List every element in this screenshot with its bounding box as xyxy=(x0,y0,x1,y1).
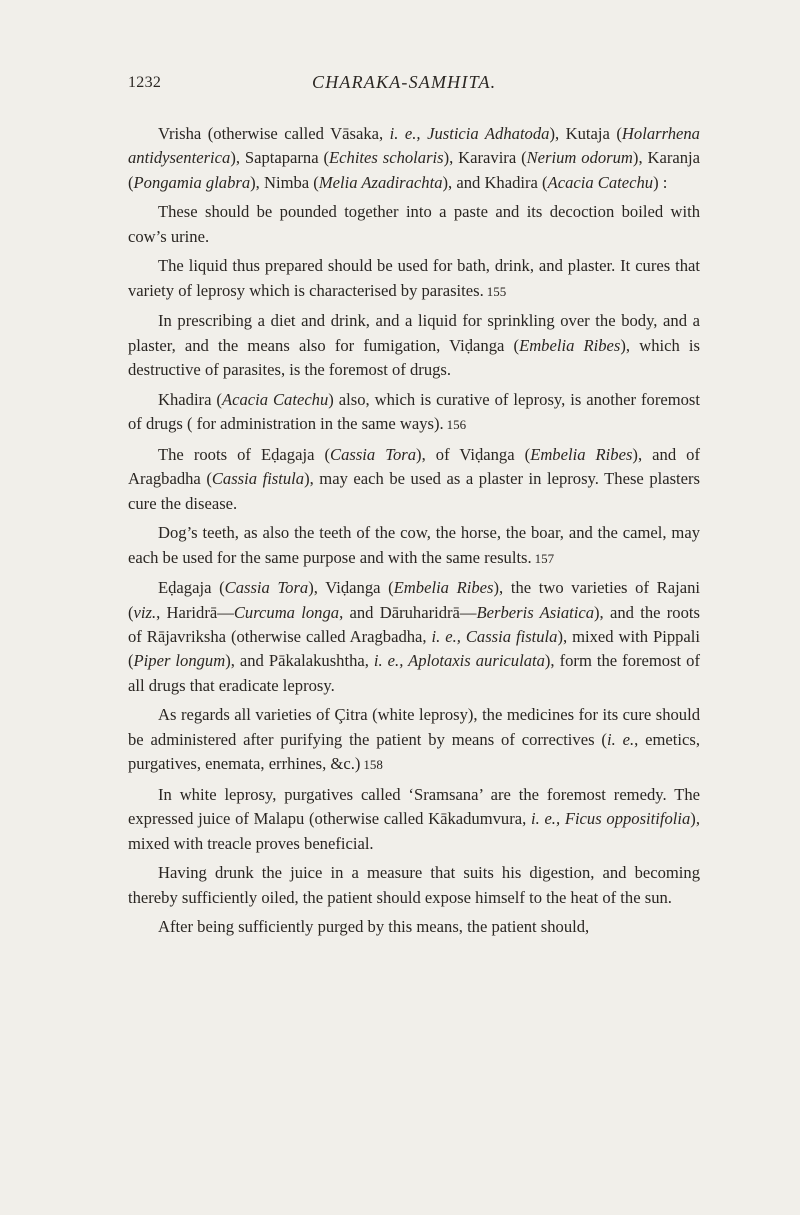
verse-number: 157 xyxy=(534,550,555,566)
italic-text: Cassia fistula xyxy=(211,469,305,489)
paragraph xyxy=(128,254,700,304)
italic-text: Embelia Ribes xyxy=(393,578,494,598)
text-run: ), and Pākalakushtha, xyxy=(225,651,374,671)
italic-text: Embelia Ribes xyxy=(519,335,621,355)
text-run: ), mixed with treacle proves beneficial. xyxy=(128,809,700,853)
paragraph xyxy=(128,576,700,698)
text-run: These should be pounded together into a paste and its decoction boiled with cow’s urine. xyxy=(128,202,700,246)
text-run: Khadira ( xyxy=(158,389,222,409)
paragraph xyxy=(128,915,700,939)
italic-text: i. e. xyxy=(606,729,635,749)
italic-text: Melia Azadirachta xyxy=(318,172,443,192)
text-run: ), Viḍanga ( xyxy=(308,578,394,598)
verse-number: 155 xyxy=(486,283,507,299)
text-run: The roots of Eḍagaja ( xyxy=(158,444,331,464)
text-run: The liquid thus prepared should be used for bath, drink, and plaster. It cures that variety of leprosy which is characterised by parasites. xyxy=(128,256,700,300)
italic-text: Curcuma longa xyxy=(233,602,340,622)
paragraph xyxy=(128,861,700,910)
paragraph xyxy=(128,443,700,516)
italic-text: Cassia Tora xyxy=(224,578,309,598)
text-run: Dog’s teeth, as also the teeth of the cow, the horse, the boar, and the camel, may each be used for the same purpose and with the same results. xyxy=(128,523,700,567)
italic-text: viz. xyxy=(133,602,157,622)
italic-text: i. e., Justicia Adhatoda xyxy=(389,124,550,143)
italic-text: Acacia Catechu xyxy=(547,172,654,192)
running-title: CHARAKA-SAMHITA. xyxy=(312,72,497,92)
verse-number: 158 xyxy=(363,757,383,773)
text-run: ), and the roots of Rājavriksha (otherwise called Aragbadha, xyxy=(128,602,700,647)
text-run: As regards all varieties of Çitra (white leprosy), the medicines for its cure should be administered after purifying the patient by means of correctives ( xyxy=(128,705,700,749)
paragraph xyxy=(128,521,700,571)
italic-text: Embelia Ribes xyxy=(530,444,633,464)
text-run: ), mixed with Pippali ( xyxy=(128,627,701,671)
text-run: ), form the foremost of all drugs that eradicate leprosy. xyxy=(128,651,700,695)
text-run: ), which is destructive of parasites, is the foremost of drugs. xyxy=(128,335,700,380)
text-run: ) : xyxy=(653,172,668,192)
text-run: After being sufficiently purged by this means, the patient should, xyxy=(158,917,590,937)
text-run: , emetics, purgatives, enemata, errhines, &c.) xyxy=(128,729,700,774)
text-run: Eḍagaja ( xyxy=(158,578,225,598)
italic-text: Berberis Asiatica xyxy=(476,602,595,622)
text-run: ), may each be used as a plaster in leprosy. These plasters cure the disease. xyxy=(128,469,701,513)
text-run: ), Kutaja ( xyxy=(549,124,622,143)
text-run: ) also, which is curative of leprosy, is another foremost of drugs ( for administration in the same ways). xyxy=(128,389,700,434)
text-run: ), Saptaparna ( xyxy=(230,148,330,168)
body-text xyxy=(128,122,700,945)
italic-text: Echites scholaris xyxy=(329,148,444,168)
text-run: ), Karavira ( xyxy=(443,148,527,168)
paragraph xyxy=(128,703,700,777)
paragraph xyxy=(128,388,700,438)
text-run: In prescribing a diet and drink, and a liquid for sprinkling over the body, and a plaster, and the means also for fumigation, Viḍanga ( xyxy=(128,311,700,355)
italic-text: Piper longum xyxy=(133,651,226,671)
text-run: ), Nimba ( xyxy=(250,172,319,192)
text-run: ), of Viḍanga ( xyxy=(416,444,531,464)
page-number: 1232 xyxy=(128,74,162,91)
italic-text: i. e., Aplotaxis auriculata xyxy=(373,651,545,671)
italic-text: Cassia Tora xyxy=(330,444,417,464)
italic-text: i. e., Ficus oppositifolia xyxy=(530,809,691,829)
italic-text: Holarrhena antidysenterica xyxy=(128,124,700,168)
text-run: Vrisha (otherwise called Vāsaka, xyxy=(158,124,390,143)
italic-text: Pongamia glabra xyxy=(133,172,251,192)
text-run: ), Karanja ( xyxy=(128,148,700,192)
paragraph xyxy=(128,200,700,249)
text-run: , Haridrā— xyxy=(156,602,234,622)
text-run: ), the two varieties of Rajani ( xyxy=(128,578,700,622)
italic-text: Acacia Catechu xyxy=(221,389,329,409)
paragraph xyxy=(128,122,700,195)
text-run: Having drunk the juice in a measure that suits his digestion, and becoming thereby sufficiently oiled, the patient should expose himself to the heat of the sun. xyxy=(128,863,700,907)
text-run: In white leprosy, purgatives called ‘Sramsana’ are the foremost remedy. The expressed juice of Malapu (otherwise called Kākadumvura, xyxy=(128,784,700,829)
verse-number: 156 xyxy=(446,417,467,433)
paragraph xyxy=(128,309,700,382)
italic-text: Nerium odorum xyxy=(526,148,633,168)
text-run: ), and of Aragbadha ( xyxy=(128,444,701,489)
paragraph xyxy=(128,783,700,856)
text-run: ), and Khadira ( xyxy=(442,172,548,192)
text-run: , and Dāruharidrā— xyxy=(339,602,477,622)
italic-text: i. e., Cassia fistula xyxy=(431,627,558,647)
